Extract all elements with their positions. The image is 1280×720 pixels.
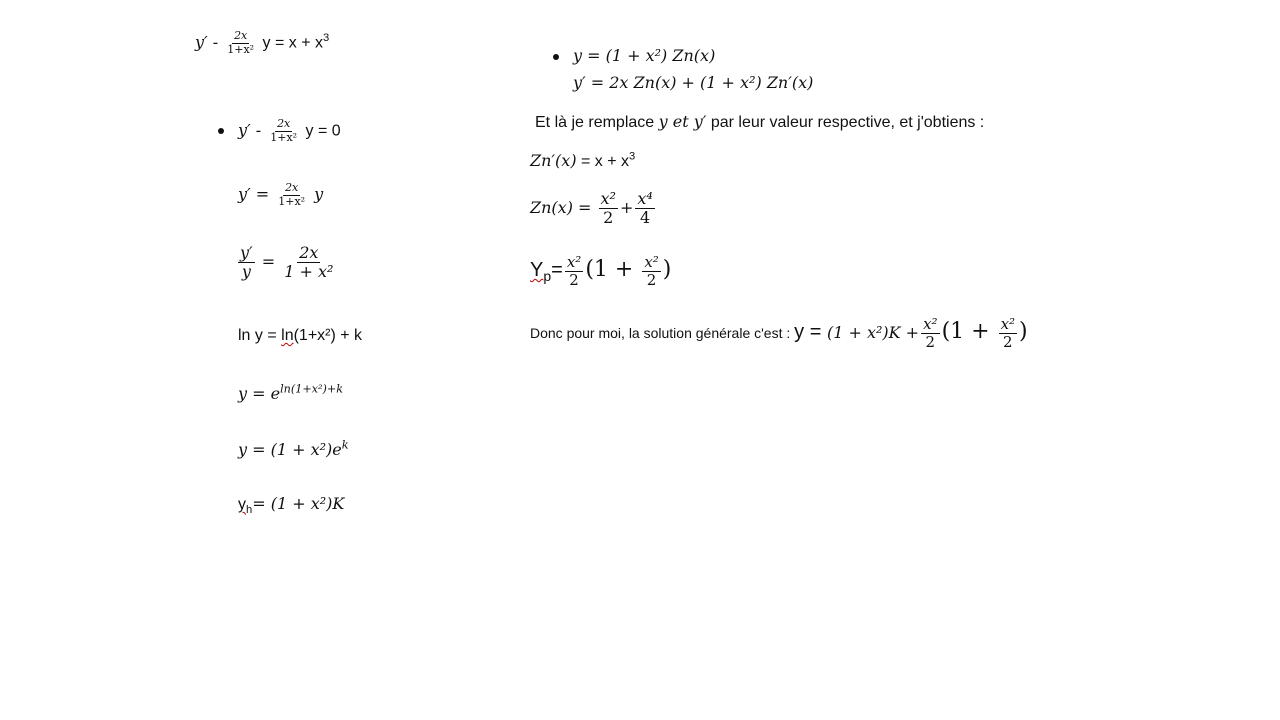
equals-sign: = — [256, 252, 281, 272]
exponent: 3 — [629, 150, 636, 163]
eq-rhs: y = x + x — [258, 34, 324, 52]
exponent: ln(1+x²)+k — [280, 382, 344, 396]
zn-equation — [530, 190, 657, 228]
exponent: k — [341, 438, 349, 452]
fraction-1 — [599, 190, 618, 228]
eq-rhs: (1+x²) + k — [293, 327, 363, 344]
conclusion-text: Donc pour moi, la solution générale c'est : — [530, 324, 795, 341]
plus-sign: + — [619, 198, 634, 218]
fraction-2 — [642, 254, 660, 290]
eq-lhs: y = (1 + x²)e — [238, 440, 342, 459]
eq-lhs: ln y = — [238, 327, 282, 344]
equals-sign: = — [551, 258, 563, 281]
y-letter: Y — [530, 258, 544, 281]
open-paren: (1 + — [585, 256, 641, 282]
close-paren: ) — [662, 256, 672, 282]
fraction-right — [282, 244, 335, 282]
subscript: p — [543, 267, 552, 284]
denominator: 1+x² — [227, 42, 255, 56]
yh-symbol — [238, 496, 253, 517]
eq-lhs: Zn(x) = — [530, 198, 597, 218]
fraction-2 — [635, 190, 654, 228]
close-paren: ) — [1019, 318, 1028, 344]
substitution-line-1 — [553, 48, 715, 65]
numerator: 2x — [299, 243, 319, 262]
numerator: 2x — [277, 117, 291, 130]
denominator: 2 — [603, 208, 614, 228]
numerator: x⁴ — [637, 189, 653, 208]
general-solution — [530, 316, 1028, 352]
eq-rhs: = x + x — [576, 153, 630, 170]
exp-equation — [238, 382, 344, 403]
numerator: x² — [1000, 315, 1016, 333]
denominator: 2 — [569, 271, 579, 290]
eq-lhs: Zn′(x) — [530, 151, 577, 170]
text-part-2: par leur valeur respective, et j'obtiens : — [706, 114, 985, 131]
denominator: 1 + x² — [284, 262, 334, 282]
y-equals: y = — [794, 320, 827, 343]
eq-rhs: y = 0 — [301, 122, 341, 140]
yprime-equation — [238, 182, 323, 208]
fraction-1 — [565, 254, 583, 290]
eq-rhs: y — [309, 184, 324, 204]
fraction — [225, 30, 256, 56]
denominator: 1+x² — [278, 194, 306, 208]
substitution-line-2 — [573, 75, 813, 92]
bullet-icon — [553, 54, 559, 60]
ratio-equation — [236, 244, 337, 282]
text-part-1: Et là je remplace — [535, 114, 659, 131]
fraction — [268, 118, 299, 144]
eq-lhs: y′ - — [238, 120, 267, 140]
eq-lhs: y = e — [238, 384, 281, 403]
denominator: y — [241, 262, 251, 282]
homogeneous-solution — [238, 494, 345, 517]
numerator: 2x — [285, 181, 299, 194]
ek-equation — [238, 438, 349, 459]
denominator: 1+x² — [270, 130, 298, 144]
fraction-left — [238, 244, 255, 282]
text-math: y et y′ — [658, 112, 707, 131]
main-equation — [195, 30, 329, 56]
numerator: y′ — [240, 243, 253, 262]
ln-word: ln — [281, 327, 294, 344]
eq-lhs: y′ - — [195, 32, 224, 52]
zn-prime-equation — [530, 150, 636, 170]
numerator: x² — [644, 253, 659, 271]
y-letter: y — [238, 496, 246, 513]
numerator: x² — [923, 315, 938, 333]
numerator: x² — [600, 189, 616, 208]
exponent: 3 — [323, 32, 330, 45]
fraction-1 — [921, 316, 939, 352]
eq-rhs: = (1 + x²)K — [252, 494, 345, 513]
numerator: x² — [566, 253, 582, 271]
bullet-icon — [218, 128, 224, 134]
yp-symbol — [530, 258, 552, 284]
fraction — [276, 182, 307, 208]
particular-solution — [530, 254, 671, 290]
substitution-y: y = (1 + x²) Zn(x) — [573, 46, 716, 65]
homogeneous-equation — [218, 118, 341, 144]
explanation-text — [535, 114, 984, 131]
fraction-2 — [999, 316, 1017, 352]
denominator: 2 — [1003, 333, 1013, 352]
numerator: 2x — [234, 29, 248, 42]
eq-lhs: y′ = — [238, 184, 275, 204]
open-paren: (1 + — [941, 318, 997, 344]
denominator: 4 — [639, 208, 651, 228]
log-equation — [238, 328, 362, 344]
homogeneous-part: (1 + x²)K + — [826, 322, 920, 342]
denominator: 2 — [646, 271, 657, 290]
denominator: 2 — [925, 333, 936, 352]
substitution-yprime: y′ = 2x Zn(x) + (1 + x²) Zn′(x) — [573, 73, 814, 92]
subscript: h — [246, 504, 253, 517]
